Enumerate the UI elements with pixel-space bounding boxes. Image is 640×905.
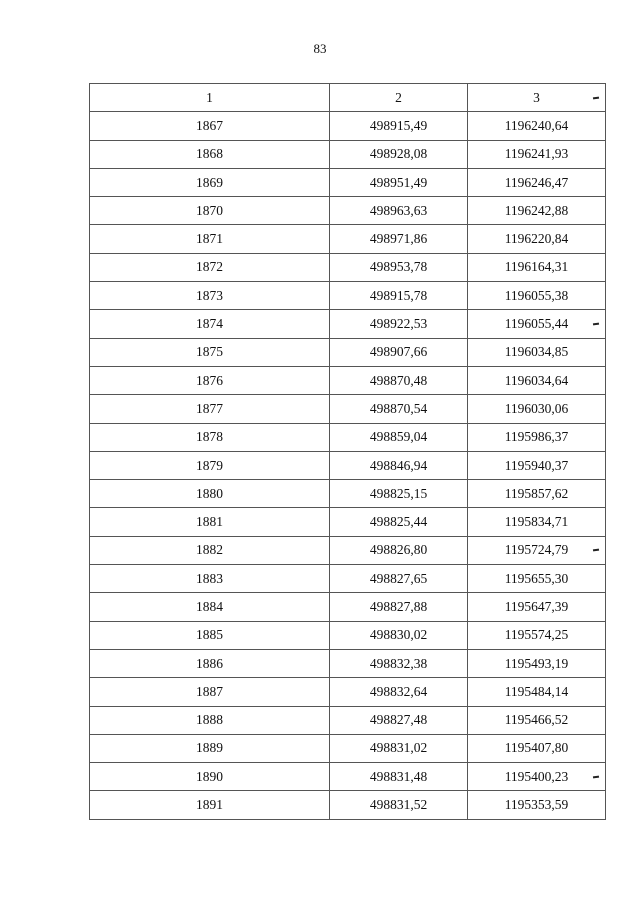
x-coordinate-cell	[330, 734, 468, 762]
table-row	[90, 621, 606, 649]
point-number-cell	[90, 253, 330, 281]
table-row	[90, 706, 606, 734]
cell-text: 1883	[196, 570, 223, 586]
point-number-cell	[90, 310, 330, 338]
cell-text: 1195834,71	[504, 514, 569, 530]
y-coordinate-cell	[468, 706, 606, 734]
table-row	[90, 451, 606, 479]
cell-text: 1196030,06	[504, 400, 569, 416]
x-coordinate-cell	[330, 508, 468, 536]
cell-text: 1867	[196, 117, 223, 133]
cell-text: 1868	[196, 146, 223, 162]
table-row	[90, 763, 606, 791]
cell-text: 1196242,88	[504, 202, 569, 218]
x-coordinate-cell	[330, 536, 468, 564]
cell-text: 1880	[196, 485, 223, 501]
y-coordinate-cell	[468, 395, 606, 423]
y-coordinate-cell	[468, 310, 606, 338]
y-coordinate-cell	[468, 565, 606, 593]
y-coordinate-cell	[468, 253, 606, 281]
x-coordinate-cell	[330, 366, 468, 394]
x-coordinate-cell	[330, 310, 468, 338]
point-number-cell	[90, 197, 330, 225]
cell-text: 498928,08	[369, 146, 428, 162]
cell-text: 1889	[196, 740, 223, 756]
y-coordinate-cell	[468, 508, 606, 536]
y-coordinate-cell	[468, 225, 606, 253]
x-coordinate-cell	[330, 763, 468, 791]
point-number-cell	[90, 734, 330, 762]
cell-text: 1876	[196, 372, 223, 388]
table-row	[90, 395, 606, 423]
y-coordinate-cell	[468, 593, 606, 621]
table-row	[90, 734, 606, 762]
table-body	[90, 112, 606, 819]
cell-text: 1195484,14	[504, 683, 569, 699]
cell-text: 498825,15	[369, 485, 428, 501]
cell-text: 498870,48	[369, 372, 428, 388]
point-number-cell	[90, 395, 330, 423]
cell-text: 498963,63	[369, 202, 428, 218]
column-header-3-label: 3	[533, 89, 540, 105]
cell-text: 1870	[196, 202, 223, 218]
column-header-1: 1	[90, 84, 330, 112]
x-coordinate-cell	[330, 565, 468, 593]
cell-text: 498831,48	[369, 768, 428, 784]
cell-text: 1195940,37	[504, 457, 569, 473]
y-coordinate-cell	[468, 140, 606, 168]
cell-text: 1871	[196, 231, 223, 247]
point-number-cell	[90, 706, 330, 734]
cell-text: 498832,38	[369, 655, 428, 671]
cell-text: 1888	[196, 712, 223, 728]
x-coordinate-cell	[330, 706, 468, 734]
cell-text: 498832,64	[369, 683, 428, 699]
y-coordinate-cell	[468, 423, 606, 451]
cell-text: 1196220,84	[504, 231, 569, 247]
x-coordinate-cell	[330, 480, 468, 508]
margin-tick-mark	[593, 549, 599, 552]
x-coordinate-cell	[330, 678, 468, 706]
column-header-2: 2	[330, 84, 468, 112]
y-coordinate-cell	[468, 678, 606, 706]
y-coordinate-cell	[468, 621, 606, 649]
table-row	[90, 338, 606, 366]
x-coordinate-cell	[330, 593, 468, 621]
cell-text: 1882	[196, 542, 223, 558]
cell-text: 498915,78	[369, 287, 428, 303]
table-row	[90, 480, 606, 508]
cell-text: 1195400,23	[504, 768, 569, 784]
point-number-cell	[90, 451, 330, 479]
cell-text: 1884	[196, 598, 223, 614]
table-row	[90, 112, 606, 140]
table-row	[90, 225, 606, 253]
cell-text: 1195647,39	[504, 598, 569, 614]
point-number-cell	[90, 282, 330, 310]
margin-tick-mark	[593, 323, 599, 326]
cell-text: 498831,52	[369, 797, 428, 813]
cell-text: 1195407,80	[504, 740, 569, 756]
y-coordinate-cell	[468, 366, 606, 394]
cell-text: 1196055,44	[504, 316, 569, 332]
cell-text: 498922,53	[369, 316, 428, 332]
cell-text: 1885	[196, 627, 223, 643]
cell-text: 1869	[196, 174, 223, 190]
table-row	[90, 508, 606, 536]
point-number-cell	[90, 565, 330, 593]
cell-text: 1195986,37	[504, 429, 569, 445]
table-row	[90, 253, 606, 281]
cell-text: 1195466,52	[504, 712, 569, 728]
point-number-cell	[90, 112, 330, 140]
column-header-3	[468, 84, 606, 112]
y-coordinate-cell	[468, 791, 606, 819]
y-coordinate-cell	[468, 197, 606, 225]
cell-text: 1872	[196, 259, 223, 275]
point-number-cell	[90, 366, 330, 394]
cell-text: 1195353,59	[504, 797, 569, 813]
cell-text: 1874	[196, 316, 223, 332]
cell-text: 1195655,30	[504, 570, 569, 586]
cell-text: 1196055,38	[504, 287, 569, 303]
point-number-cell	[90, 763, 330, 791]
cell-text: 1195724,79	[504, 542, 569, 558]
y-coordinate-cell	[468, 536, 606, 564]
x-coordinate-cell	[330, 140, 468, 168]
cell-text: 498971,86	[369, 231, 428, 247]
point-number-cell	[90, 423, 330, 451]
table-header-row	[90, 84, 606, 112]
cell-text: 1195574,25	[504, 627, 569, 643]
y-coordinate-cell	[468, 168, 606, 196]
cell-text: 1873	[196, 287, 223, 303]
table-row	[90, 366, 606, 394]
table-row	[90, 649, 606, 677]
cell-text: 1195493,19	[504, 655, 569, 671]
x-coordinate-cell	[330, 197, 468, 225]
x-coordinate-cell	[330, 338, 468, 366]
x-coordinate-cell	[330, 423, 468, 451]
cell-text: 1196246,47	[504, 174, 569, 190]
point-number-cell	[90, 621, 330, 649]
cell-text: 498953,78	[369, 259, 428, 275]
cell-text: 498830,02	[369, 627, 428, 643]
table-row	[90, 197, 606, 225]
table-row	[90, 536, 606, 564]
point-number-cell	[90, 480, 330, 508]
table-row	[90, 168, 606, 196]
cell-text: 498846,94	[369, 457, 428, 473]
cell-text: 498827,48	[369, 712, 428, 728]
table-row	[90, 140, 606, 168]
cell-text: 1196164,31	[504, 259, 569, 275]
table-row	[90, 791, 606, 819]
table-row	[90, 678, 606, 706]
y-coordinate-cell	[468, 282, 606, 310]
x-coordinate-cell	[330, 225, 468, 253]
cell-text: 1875	[196, 344, 223, 360]
point-number-cell	[90, 140, 330, 168]
point-number-cell	[90, 649, 330, 677]
cell-text: 498827,65	[369, 570, 428, 586]
cell-text: 498831,02	[369, 740, 428, 756]
cell-text: 1886	[196, 655, 223, 671]
x-coordinate-cell	[330, 621, 468, 649]
cell-text: 1196034,85	[504, 344, 569, 360]
point-number-cell	[90, 338, 330, 366]
cell-text: 1891	[196, 797, 223, 813]
page-number: 83	[313, 41, 327, 56]
y-coordinate-cell	[468, 451, 606, 479]
cell-text: 1195857,62	[504, 485, 569, 501]
x-coordinate-cell	[330, 791, 468, 819]
cell-text: 1878	[196, 429, 223, 445]
y-coordinate-cell	[468, 112, 606, 140]
cell-text: 498915,49	[369, 117, 428, 133]
cell-text: 498870,54	[369, 400, 428, 416]
cell-text: 1887	[196, 683, 223, 699]
cell-text: 1196034,64	[504, 372, 569, 388]
coordinates-table	[89, 83, 606, 820]
margin-tick-mark	[593, 775, 599, 778]
cell-text: 1879	[196, 457, 223, 473]
point-number-cell	[90, 593, 330, 621]
y-coordinate-cell	[468, 338, 606, 366]
x-coordinate-cell	[330, 112, 468, 140]
cell-text: 1881	[196, 514, 223, 530]
cell-text: 498826,80	[369, 542, 428, 558]
point-number-cell	[90, 225, 330, 253]
x-coordinate-cell	[330, 253, 468, 281]
cell-text: 1196240,64	[504, 117, 569, 133]
margin-tick-mark	[593, 96, 599, 99]
table-row	[90, 565, 606, 593]
cell-text: 498859,04	[369, 429, 428, 445]
cell-text: 1890	[196, 768, 223, 784]
table-row	[90, 423, 606, 451]
x-coordinate-cell	[330, 649, 468, 677]
cell-text: 498951,49	[369, 174, 428, 190]
x-coordinate-cell	[330, 282, 468, 310]
y-coordinate-cell	[468, 480, 606, 508]
point-number-cell	[90, 536, 330, 564]
cell-text: 498827,88	[369, 598, 428, 614]
y-coordinate-cell	[468, 763, 606, 791]
x-coordinate-cell	[330, 451, 468, 479]
x-coordinate-cell	[330, 395, 468, 423]
table-row	[90, 282, 606, 310]
x-coordinate-cell	[330, 168, 468, 196]
point-number-cell	[90, 168, 330, 196]
y-coordinate-cell	[468, 649, 606, 677]
cell-text: 1877	[196, 400, 223, 416]
cell-text: 498907,66	[369, 344, 428, 360]
y-coordinate-cell	[468, 734, 606, 762]
point-number-cell	[90, 508, 330, 536]
cell-text: 498825,44	[369, 514, 428, 530]
table-row	[90, 310, 606, 338]
table-row	[90, 593, 606, 621]
cell-text: 1196241,93	[504, 146, 569, 162]
point-number-cell	[90, 791, 330, 819]
point-number-cell	[90, 678, 330, 706]
